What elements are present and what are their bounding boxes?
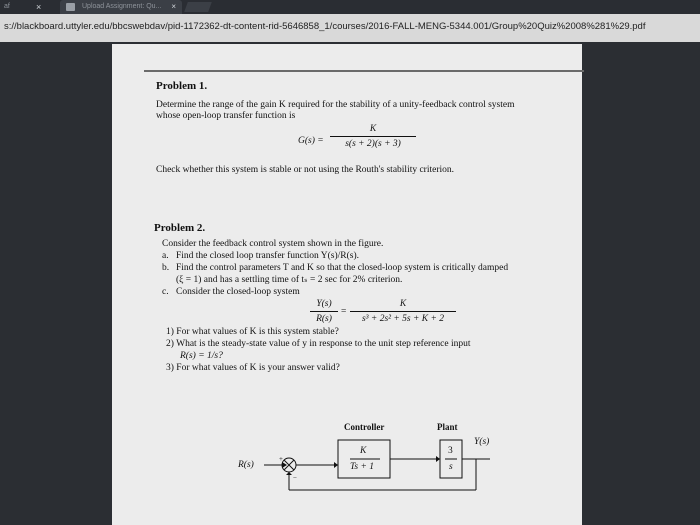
pdf-page bbox=[112, 44, 582, 525]
browser-tab[interactable] bbox=[60, 0, 182, 14]
closed-loop-equals: = bbox=[341, 307, 347, 317]
feedback-arrowhead bbox=[286, 472, 292, 475]
plant-denominator: s bbox=[449, 462, 453, 472]
problem2-b-line2: (ξ = 1) and has a settling time of tₛ = 2 sec for 2% criterion. bbox=[176, 275, 403, 285]
closed-loop-rhs-den: s³ + 2s² + 5s + K + 2 bbox=[361, 314, 445, 324]
problem1-tf-numerator: K bbox=[369, 124, 377, 134]
controller-arrowhead bbox=[334, 462, 338, 468]
favicon-icon bbox=[66, 3, 75, 11]
closed-loop-rhs-num: K bbox=[399, 299, 407, 309]
controller-label: Controller bbox=[344, 422, 385, 432]
closed-loop-lhs-den: R(s) bbox=[316, 314, 332, 324]
url-text[interactable]: s://blackboard.uttyler.edu/bbcswebdav/pid-1172362-dt-content-rid-5646858_1/courses/2016-FALL-MENG-5344.001/Group%20Quiz%2008%281%29.pdf bbox=[4, 21, 646, 32]
problem2-title: Problem 2. bbox=[154, 222, 206, 234]
problem2-a-label: a. bbox=[162, 251, 169, 261]
problem2-b-label: b. bbox=[162, 263, 170, 273]
problem1-title: Problem 1. bbox=[156, 80, 208, 92]
problem1-statement-line1: Determine the range of the gain K required for the stability of a unity-feedback control system bbox=[156, 100, 515, 110]
problem1-statement-line2: whose open-loop transfer function is bbox=[156, 111, 296, 121]
problem2-a-text: Find the closed loop transfer function Y(s)/R(s). bbox=[176, 251, 360, 261]
plant-numerator: 3 bbox=[448, 446, 453, 456]
problem2-q3: 3) For what values of K is your answer valid? bbox=[166, 363, 340, 373]
block-diagram bbox=[112, 44, 582, 525]
problem2-b-line1: Find the control parameters T and K so that the closed-loop system is critically damped bbox=[176, 263, 509, 273]
problem2-c-label: c. bbox=[162, 287, 169, 297]
browser-tab-bar bbox=[0, 0, 700, 14]
sum-minus-sign: − bbox=[293, 474, 297, 482]
problem2-q2-line1: 2) What is the steady-state value of y in response to the unit step reference input bbox=[166, 339, 471, 349]
address-bar[interactable] bbox=[0, 14, 700, 43]
new-tab-button[interactable] bbox=[184, 2, 212, 12]
output-label: Y(s) bbox=[474, 437, 490, 447]
problem2-c-text: Consider the closed-loop system bbox=[176, 287, 300, 297]
problem2-intro: Consider the feedback control system shown in the figure. bbox=[162, 239, 384, 249]
problem2-q1: 1) For what values of K is this system stable? bbox=[166, 327, 339, 337]
plant-arrowhead bbox=[436, 456, 440, 462]
problem1-tf-denominator: s(s + 2)(s + 3) bbox=[345, 139, 401, 149]
tab-title: Upload Assignment: Qu... bbox=[82, 3, 162, 10]
tab-close-icon[interactable]: × bbox=[171, 2, 176, 11]
tab-prefix[interactable]: af bbox=[4, 3, 10, 10]
problem1-tf-lhs: G(s) = bbox=[298, 136, 324, 146]
input-label: R(s) bbox=[238, 460, 254, 470]
closed-loop-lhs-num: Y(s) bbox=[316, 299, 332, 309]
controller-denominator: Ts + 1 bbox=[350, 462, 375, 472]
tab-close-left-icon[interactable]: × bbox=[36, 2, 42, 12]
problem2-q2-line2: R(s) = 1/s? bbox=[180, 351, 223, 361]
controller-numerator: K bbox=[360, 446, 367, 456]
plant-label: Plant bbox=[437, 422, 458, 432]
problem1-question: Check whether this system is stable or not using the Routh's stability criterion. bbox=[156, 165, 455, 175]
sum-plus-sign: + bbox=[279, 455, 283, 463]
